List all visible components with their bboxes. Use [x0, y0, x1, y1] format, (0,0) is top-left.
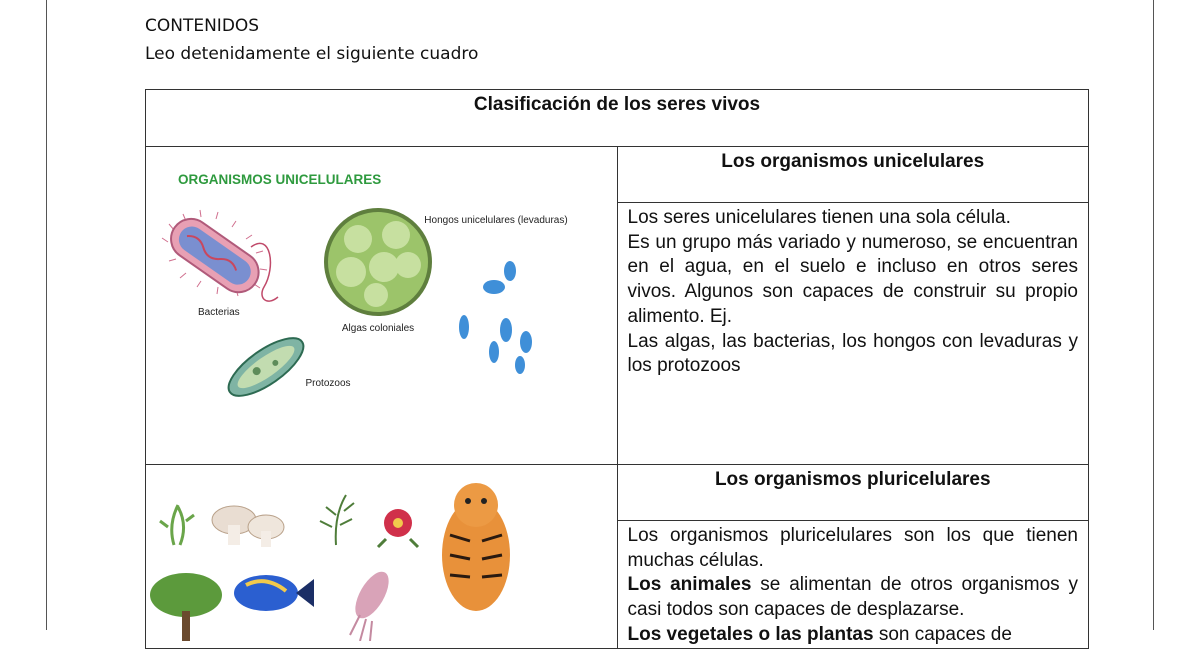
mushroom-icon [212, 506, 284, 547]
document-header [145, 12, 478, 68]
multicellular-paragraph-3 [628, 623, 1079, 648]
label-protozoos: Protozoos [305, 378, 351, 389]
protozoa-icon [220, 328, 312, 406]
fish-icon [234, 575, 314, 611]
unicellular-paragraph-2: Es un grupo más variado y numeroso, se encuentran en el agua, en el suelo e incluso en otros seres vivos. Algunos son capaces de construir su propio alimento. Ej. [627, 231, 1078, 327]
instruction-text: Leo detenidamente el siguiente cuadro [145, 44, 479, 64]
table-title: Clasificación de los seres vivos [146, 90, 1089, 147]
flower-icon [378, 509, 418, 547]
multicellular-organisms-illustration [146, 465, 570, 641]
tiger-icon [442, 483, 510, 611]
algae-colony-icon [324, 208, 432, 316]
animals-text: se alimentan de otros organismos y casi todos son capaces de desplazarse. [627, 574, 1078, 621]
classification-table [145, 89, 1089, 649]
bacteria-icon [162, 210, 278, 301]
yeast-icon [459, 261, 532, 374]
plants-text: son capaces de [873, 623, 1012, 645]
animals-term: Los animales [627, 574, 752, 596]
unicellular-description [617, 203, 1089, 465]
multicellular-illustration [146, 465, 617, 641]
tree-icon [150, 573, 222, 641]
unicellular-heading: Los organismos unicelulares [617, 147, 1089, 203]
illustration-banner: ORGANISMOS UNICELULARES [178, 172, 382, 187]
multicellular-paragraph-1: Los organismos pluricelulares son los que tienen muchas células. [627, 525, 1078, 571]
unicellular-paragraph-1: Los seres unicelulares tienen una sola célula. [627, 207, 1011, 228]
fern-icon [320, 495, 354, 545]
page-margin-right [1153, 0, 1154, 630]
label-bacterias: Bacterias [198, 307, 240, 318]
plants-term: Los vegetales o las plantas [627, 623, 874, 645]
multicellular-paragraph-2 [628, 573, 1079, 622]
seaweed-icon [160, 505, 194, 545]
section-title: CONTENIDOS [145, 16, 260, 36]
label-hongos: Hongos unicelulares (levaduras) [424, 215, 568, 226]
unicellular-paragraph-3: Las algas, las bacterias, los hongos con levaduras y los protozoos [627, 330, 1078, 377]
multicellular-image-cell [146, 465, 618, 649]
unicellular-illustration [146, 147, 617, 457]
multicellular-description [617, 521, 1089, 649]
unicellular-organisms-illustration [146, 147, 570, 457]
label-algas: Algas coloniales [341, 323, 415, 334]
multicellular-heading: Los organismos pluricelulares [617, 465, 1089, 521]
page-margin-left [46, 0, 47, 630]
unicellular-image-cell [146, 147, 618, 465]
